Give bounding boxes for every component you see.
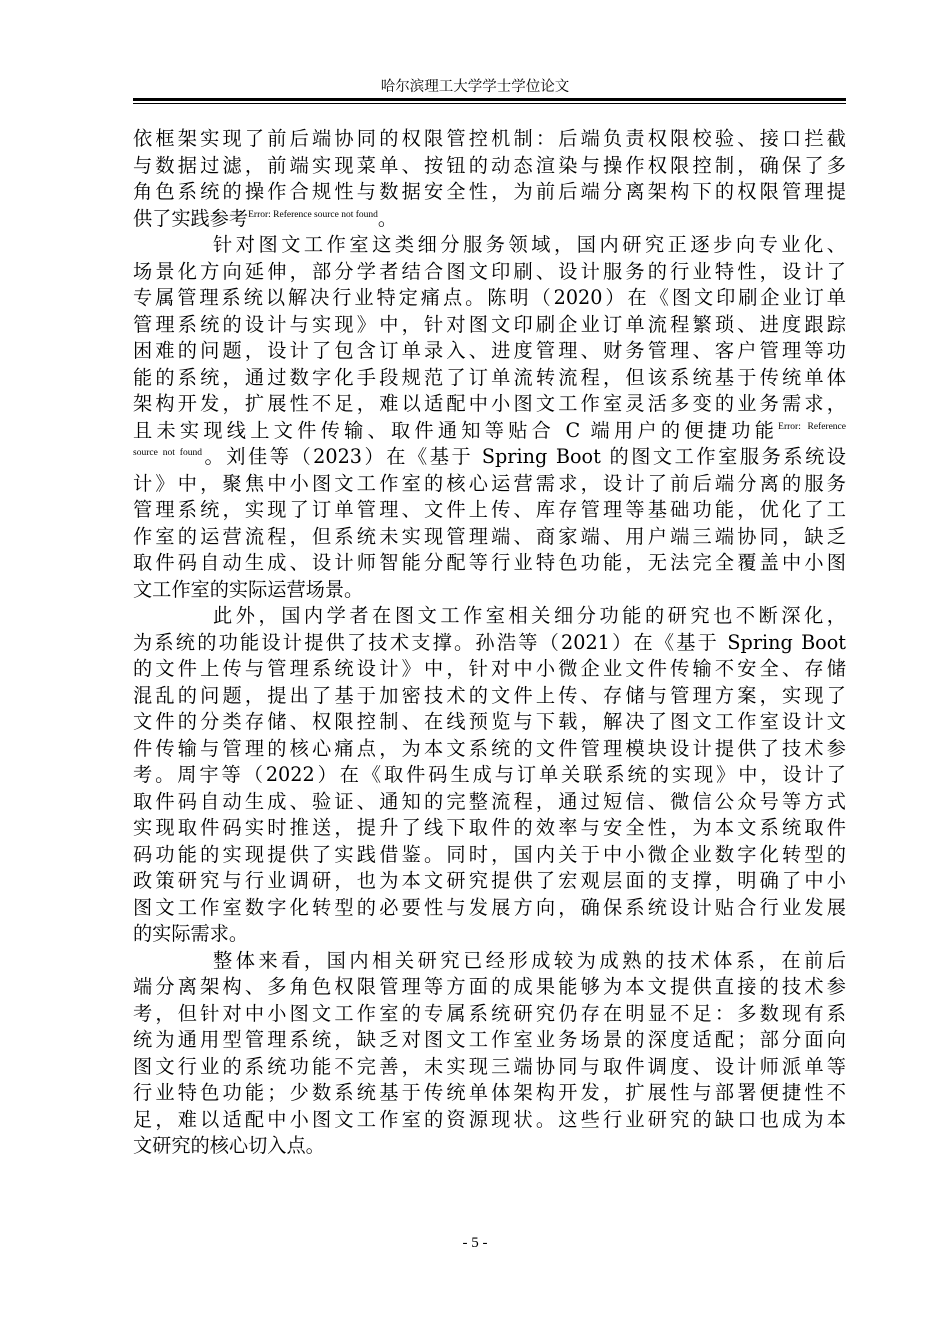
text-line: 针对图文工作室这类细分服务领域，国内研究正逐步向专业化、 [213,233,846,256]
text-run: 供了实践参考 [133,206,249,230]
text-line [133,206,846,233]
text-line: 端分离架构、多角色权限管理等方面的成果能够为本文提供直接的技术参 [133,975,846,998]
text-line [133,444,846,471]
text-line: 能的系统，通过数字化手段规范了订单流转流程，但该系统基于传统单体 [133,365,846,389]
text-line: 场景化方向延伸，部分学者结合图文印刷、设计服务的行业特性，设计了 [133,259,846,283]
text-line: 政策研究与行业调研，也为本文研究提供了宏观层面的支撑，明确了中小 [133,869,846,892]
text-line: 专属管理系统以解决行业特定痛点。陈明（2020）在《图文印刷企业订单 [133,286,846,309]
text-line: 考。周宇等（2022）在《取件码生成与订单关联系统的实现》中，设计了 [133,763,846,786]
running-header: 哈尔滨理工大学学士学位论文 [380,79,570,95]
citation-error-marker: source not found [133,448,202,458]
text-line: 取件码自动生成、验证、通知的完整流程，通过短信、微信公众号等方式 [133,789,846,813]
text-line: 文研究的核心切入点。 [133,1134,325,1157]
text-line: 图文工作室数字化转型的必要性与发展方向，确保系统设计贴合行业发展 [133,895,846,919]
header-rule-thin [133,103,846,104]
text-line [133,418,846,445]
text-line: 管理系统，实现了订单管理、文件上传、库存管理等基础功能，优化了工 [133,498,846,521]
text-line: 角色系统的操作合规性与数据安全性，为前后端分离架构下的权限管理提 [133,180,846,203]
text-line: 困难的问题，设计了包含订单录入、进度管理、财务管理、客户管理等功 [133,339,846,362]
text-line: 的文件上传与管理系统设计》中，针对中小微企业文件传输不安全、存储 [133,657,846,680]
text-line: 为系统的功能设计提供了技术支撑。孙浩等（2021）在《基于 Spring Boot [133,630,846,654]
text-line: 依框架实现了前后端协同的权限管控机制：后端负责权限校验、接口拦截 [133,127,846,150]
text-line: 整体来看，国内相关研究已经形成较为成熟的技术体系，在前后 [213,948,846,972]
paragraph [133,948,846,1160]
text-line: 文工作室的实际运营场景。 [133,577,364,601]
citation-error-marker: Error: Reference [778,421,846,432]
text-line: 行业特色功能；少数系统基于传统单体架构开发，扩展性与部署便捷性不 [133,1081,846,1104]
page-number: - 5 - [462,1235,488,1251]
text-line: 足，难以适配中小图文工作室的资源现状。这些行业研究的缺口也成为本 [133,1107,846,1131]
text-line: 实现取件码实时推送，提升了线下取件的效率与安全性，为本文系统取件 [133,816,846,839]
text-line: 的实际需求。 [133,922,249,945]
text-line: 作室的运营流程，但系统未实现管理端、商家端、用户端三端协同，缺乏 [133,524,846,548]
text-line: 计》中，聚焦中小图文工作室的核心运营需求，设计了前后端分离的服务 [133,471,846,495]
text-line: 管理系统的设计与实现》中，针对图文印刷企业订单流程繁琐、进度跟踪 [133,312,846,336]
paragraph [133,126,846,232]
text-line: 图文行业的系统功能不完善，未实现三端协同与取件调度、设计师派单等 [133,1054,846,1078]
text-line: 考，但针对中小图文工作室的专属系统研究仍存在明显不足：多数现有系 [133,1001,846,1025]
text-line: 统为通用型管理系统，缺乏对图文工作室业务场景的深度适配；部分面向 [133,1028,846,1051]
paragraph [133,232,846,603]
text-run: 且未实现线上文件传输、取件通知等贴合 C 端用户的便捷功能 [133,418,779,442]
text-run: 。 [377,206,398,230]
text-line: 码功能的实现提供了实践借鉴。同时，国内关于中小微企业数字化转型的 [133,842,846,866]
text-line: 取件码自动生成、设计师智能分配等行业特色功能，无法完全覆盖中小图 [133,551,846,574]
text-line: 架构开发，扩展性不足，难以适配中小图文工作室灵活多变的业务需求， [133,392,846,415]
paragraph [133,603,846,948]
text-line: 文件的分类存储、权限控制、在线预览与下载，解决了图文工作室设计文 [133,710,846,733]
text-line: 此外，国内学者在图文工作室相关细分功能的研究也不断深化， [213,604,846,627]
header-rule-thick [133,98,846,101]
text-run: 。刘佳等（2023）在《基于 Spring Boot 的图文工作室服务系统设 [201,445,846,468]
citation-error-marker: Error: Reference source not found [248,209,378,220]
text-line: 件传输与管理的核心痛点，为本文系统的文件管理模块设计提供了技术参 [133,736,846,760]
body-text [133,126,846,1160]
text-line: 混乱的问题，提出了基于加密技术的文件上传、存储与管理方案，实现了 [133,683,846,707]
text-line: 与数据过滤，前端实现菜单、按钮的动态渲染与操作权限控制，确保了多 [133,153,846,177]
